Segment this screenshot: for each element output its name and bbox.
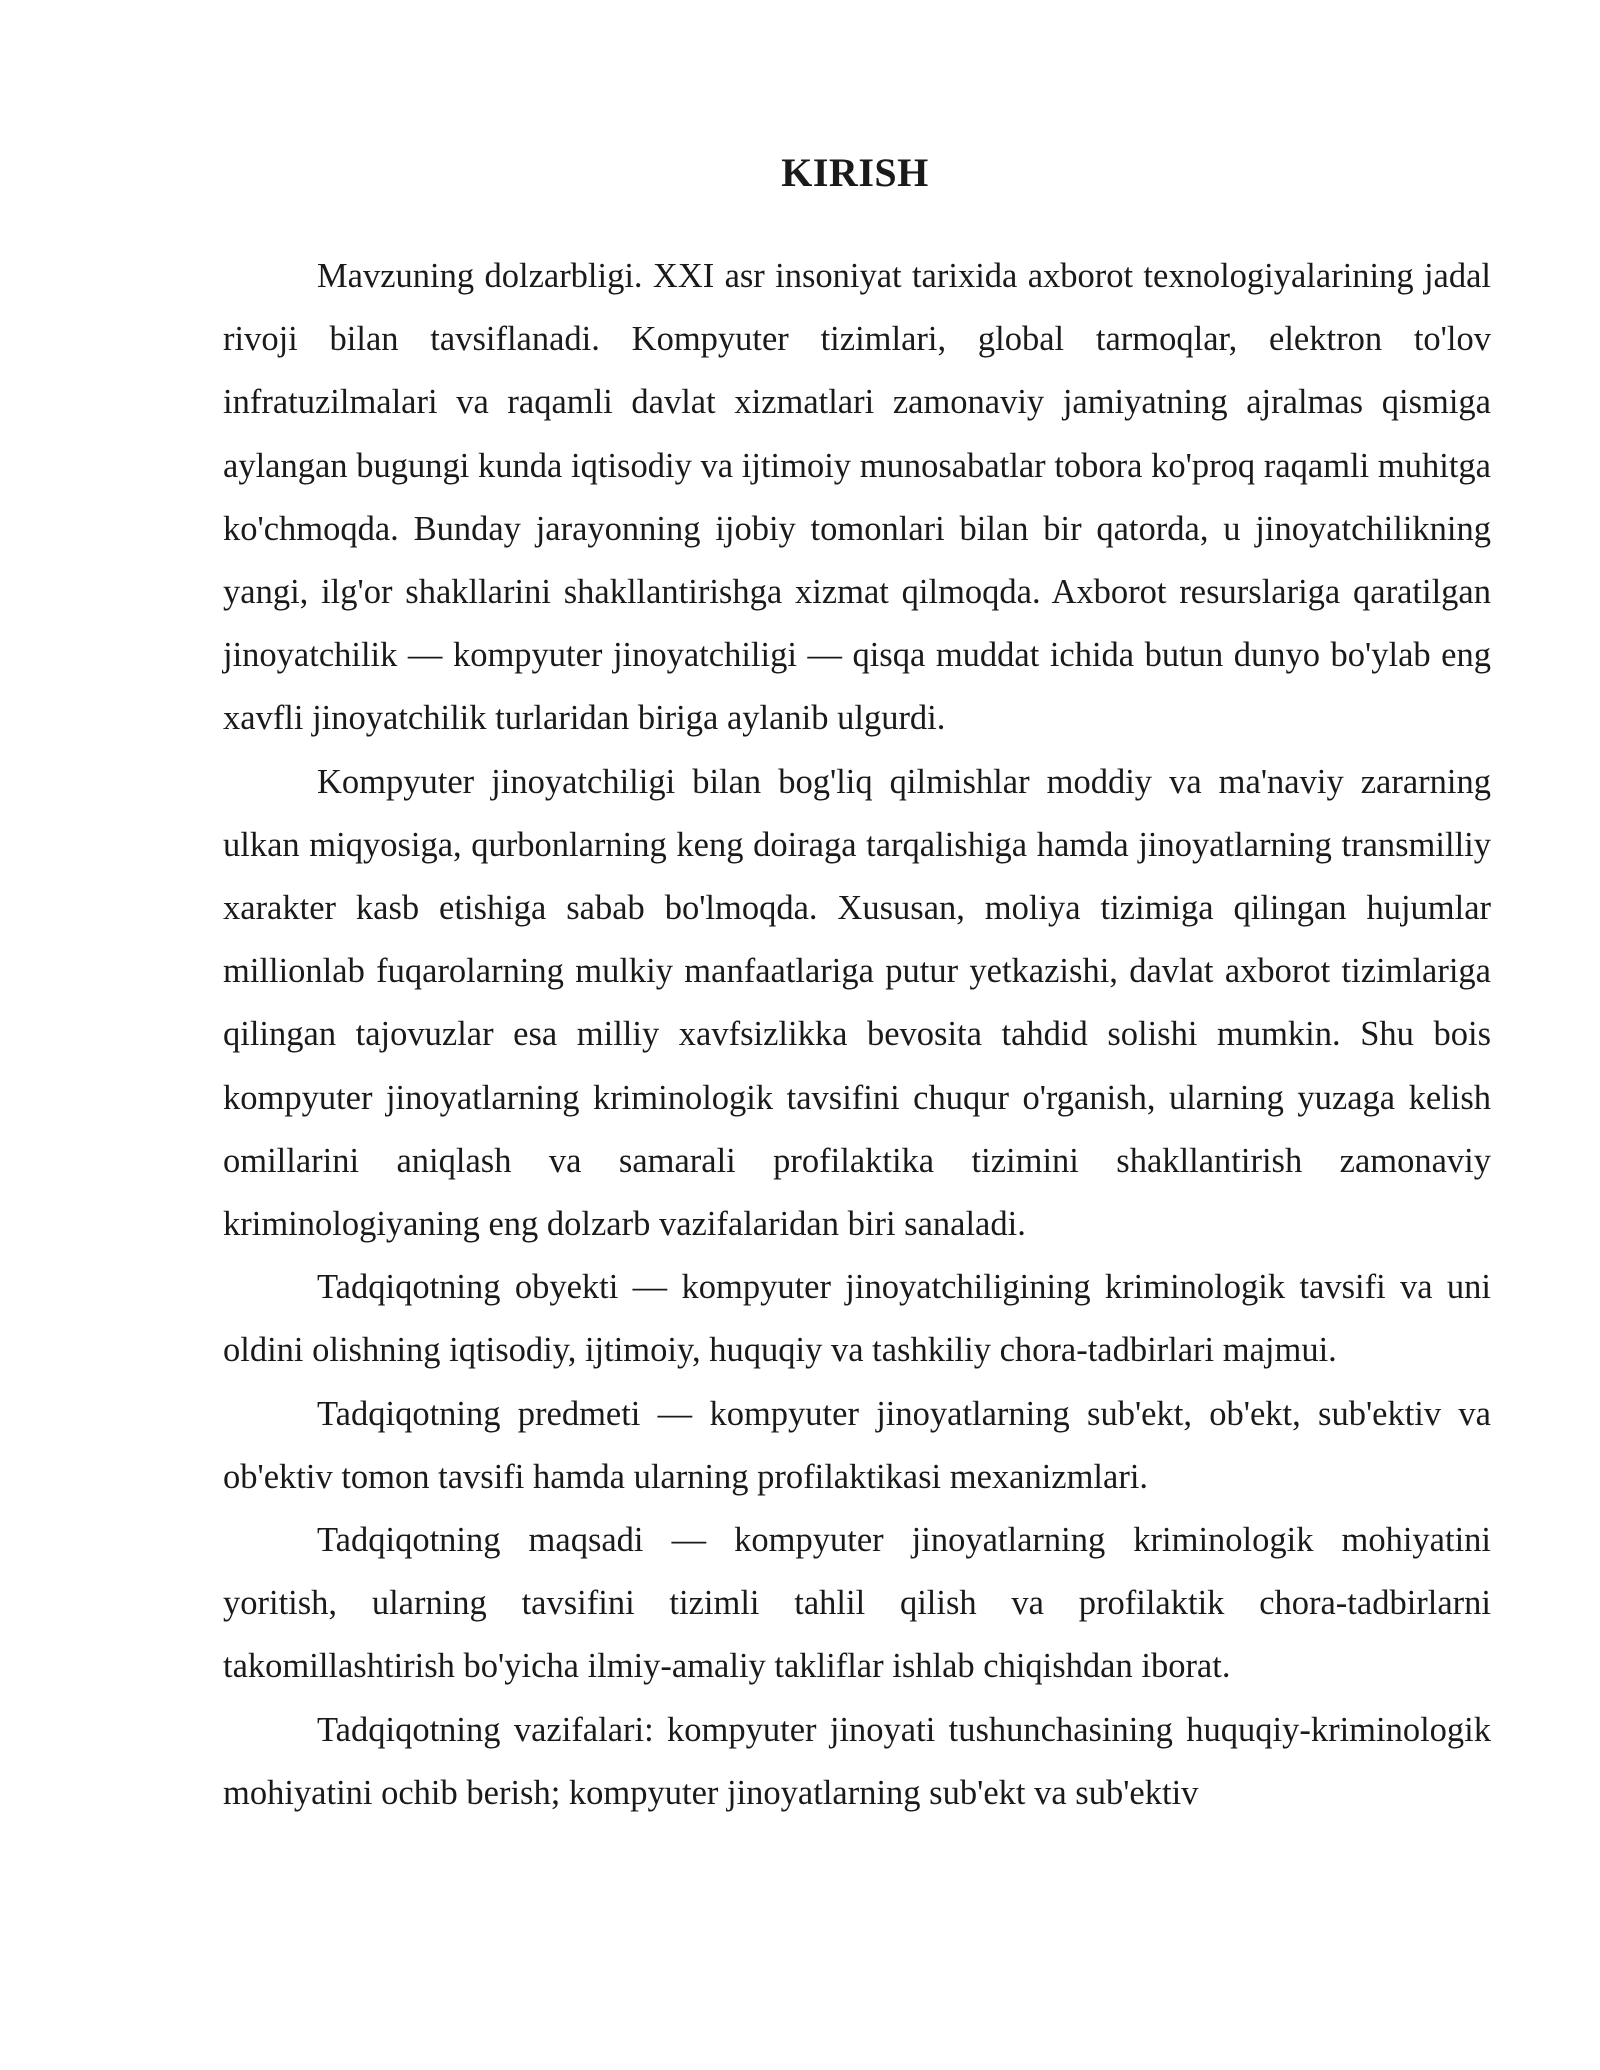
page-title: KIRISH	[781, 150, 929, 195]
paragraph-research-subject: Tadqiqotning predmeti — kompyuter jinoyatlarning sub'ekt, ob'ekt, sub'ektiv va ob'ektiv tomon tavsifi hamda ularning profilaktikasi mexanizmlari.	[223, 1394, 1491, 1496]
document-body	[223, 245, 1491, 1825]
paragraph-research-goal: Tadqiqotning maqsadi — kompyuter jinoyatlarning kriminologik mohiyatini yoritish, ularning tavsifini tizimli tahlil qilish va profilaktik chora-tadbirlarni takomillashtirish bo'yicha ilmiy-amaliy takliflar ishlab chiqishdan iborat.	[223, 1521, 1491, 1686]
paragraph-consequences: Kompyuter jinoyatchiligi bilan bog'liq qilmishlar moddiy va ma'naviy zararning ulkan miqyosiga, qurbonlarning keng doiraga tarqalishiga hamda jinoyatlarning transmilliy xarakter kasb etishiga sabab bo'lmoqda. Xususan, moliya tizimiga qilingan hujumlar millionlab fuqarolarning mulkiy manfaatlariga putur yetkazishi, davlat axborot tizimlariga qilingan tajovuzlar esa milliy xavfsizlikka bevosita tahdid solishi mumkin. Shu bois kompyuter jinoyatlarning kriminologik tavsifini chuqur o'rganish, ularning yuzaga kelish omillarini aniqlash va samarali profilaktika tizimini shakllantirish zamonaviy kriminologiyaning eng dolzarb vazifalaridan biri sanaladi.	[223, 762, 1491, 1244]
paragraph-research-object: Tadqiqotning obyekti — kompyuter jinoyatchiligining kriminologik tavsifi va uni oldini olishning iqtisodiy, ijtimoiy, huquqiy va tashkiliy chora-tadbirlari majmui.	[223, 1268, 1491, 1370]
paragraph-research-tasks: Tadqiqotning vazifalari: kompyuter jinoyati tushunchasining huquqiy-kriminologik mohiyatini ochib berish; kompyuter jinoyatlarning sub'ekt va sub'ektiv	[223, 1710, 1491, 1812]
paragraph-relevance: Mavzuning dolzarbligi. XXI asr insoniyat tarixida axborot texnologiyalarining jadal rivoji bilan tavsiflanadi. Kompyuter tizimlari, global tarmoqlar, elektron to'lov infratuzilmalari va raqamli davlat xizmatlari zamonaviy jamiyatning ajralmas qismiga aylangan bugungi kunda iqtisodiy va ijtimoiy munosabatlar tobora ko'proq raqamli muhitga ko'chmoqda. Bunday jarayonning ijobiy tomonlari bilan bir qatorda, u jinoyatchilikning yangi, ilg'or shakllarini shakllantirishga xizmat qilmoqda. Axborot resurslariga qaratilgan jinoyatchilik — kompyuter jinoyatchiligi — qisqa muddat ichida butun dunyo bo'ylab eng xavfli jinoyatchilik turlaridan biriga aylanib ulgurdi.	[223, 257, 1491, 738]
